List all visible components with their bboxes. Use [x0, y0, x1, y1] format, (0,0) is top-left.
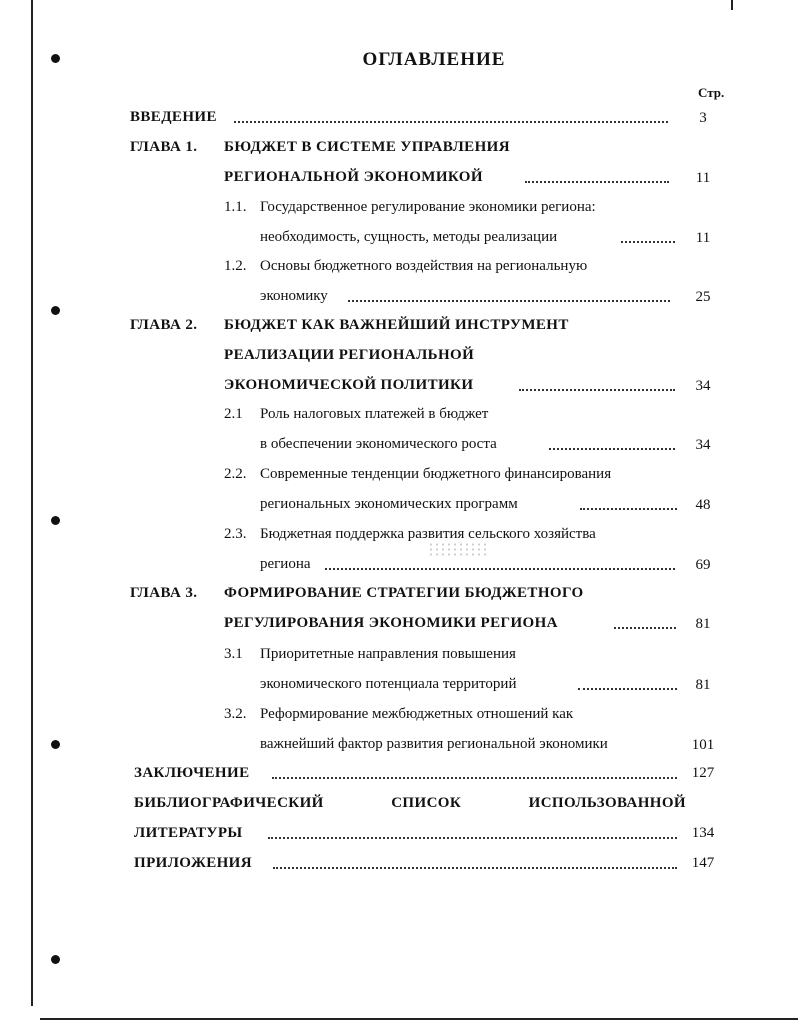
toc-3-2-page: 101	[691, 737, 715, 753]
dot-leader	[621, 238, 675, 243]
dot-leader	[234, 118, 668, 123]
page-title: ОГЛАВЛЕНИЕ	[362, 49, 506, 70]
toc-bibliography-line2: ЛИТЕРАТУРЫ	[134, 825, 243, 841]
toc-ch2-number: ГЛАВА 2.	[130, 317, 198, 333]
dot-leader	[348, 297, 670, 302]
toc-bibliography-page: 134	[691, 825, 715, 841]
toc-conclusion-label: ЗАКЛЮЧЕНИЕ	[134, 765, 250, 781]
toc-intro-page: 3	[699, 110, 707, 126]
toc-conclusion-page: 127	[691, 765, 715, 781]
toc-3-2-number: 3.2.	[224, 706, 247, 722]
punch-hole-mark	[51, 306, 60, 315]
toc-3-1-line2: экономического потенциала территорий	[260, 676, 517, 692]
toc-2-3-line1: Бюджетная поддержка развития сельского хозяйства	[260, 526, 596, 542]
toc-intro-label: ВВЕДЕНИЕ	[130, 109, 217, 125]
toc-ch1-title-line1: БЮДЖЕТ В СИСТЕМЕ УПРАВЛЕНИЯ	[224, 139, 510, 155]
toc-2-3-page: 69	[695, 557, 711, 573]
dot-leader	[273, 864, 677, 869]
dot-leader	[519, 386, 675, 391]
toc-appendix-label: ПРИЛОЖЕНИЯ	[134, 855, 252, 871]
toc-2-2-line1: Современные тенденции бюджетного финансирования	[260, 466, 612, 482]
toc-ch2-title-line3: ЭКОНОМИЧЕСКОЙ ПОЛИТИКИ	[224, 377, 474, 393]
toc-2-1-number: 2.1	[224, 406, 243, 422]
toc-3-1-number: 3.1	[224, 646, 243, 662]
dot-leader	[525, 178, 669, 183]
toc-2-1-page: 34	[695, 437, 711, 453]
toc-1-1-page: 11	[695, 230, 711, 246]
toc-ch3-title-line2: РЕГУЛИРОВАНИЯ ЭКОНОМИКИ РЕГИОНА	[224, 615, 558, 631]
dot-leader	[268, 834, 677, 839]
toc-ch3-page: 81	[695, 616, 711, 632]
toc-appendix-page: 147	[691, 855, 715, 871]
toc-2-2-page: 48	[695, 497, 711, 513]
punch-hole-mark	[51, 955, 60, 964]
toc-1-2-line2: экономику	[260, 288, 328, 304]
dot-leader	[614, 624, 676, 629]
toc-1-1-number: 1.1.	[224, 199, 247, 215]
scan-edge-top	[731, 0, 733, 10]
dot-leader	[325, 565, 675, 570]
toc-2-2-line2: региональных экономических программ	[260, 496, 518, 512]
dot-leader	[549, 445, 675, 450]
toc-1-2-number: 1.2.	[224, 258, 247, 274]
toc-bibliography-line1	[134, 796, 686, 811]
toc-1-2-line1: Основы бюджетного воздействия на региональную	[260, 258, 588, 274]
page-column-header: Стр.	[698, 85, 725, 100]
toc-2-3-number: 2.3.	[224, 526, 247, 542]
scan-smudge	[428, 542, 488, 556]
toc-ch3-title-line1: ФОРМИРОВАНИЕ СТРАТЕГИИ БЮДЖЕТНОГО	[224, 585, 584, 601]
punch-hole-mark	[51, 516, 60, 525]
toc-3-1-page: 81	[695, 677, 711, 693]
dot-leader	[578, 685, 677, 690]
toc-ch2-title-line1: БЮДЖЕТ КАК ВАЖНЕЙШИЙ ИНСТРУМЕНТ	[224, 317, 569, 333]
toc-1-1-line1: Государственное регулирование экономики региона:	[260, 199, 596, 215]
toc-ch1-page: 11	[695, 170, 711, 186]
toc-2-1-line1: Роль налоговых платежей в бюджет	[260, 406, 489, 422]
toc-3-2-line1: Реформирование межбюджетных отношений как	[260, 706, 574, 722]
toc-bibliography-word: ИСПОЛЬЗОВАННОЙ	[528, 795, 686, 811]
dot-leader	[580, 505, 677, 510]
toc-3-1-line1: Приоритетные направления повышения	[260, 646, 516, 662]
toc-bibliography-word: СПИСОК	[391, 795, 462, 811]
scan-edge-bottom	[40, 1018, 798, 1020]
toc-bibliography-word: БИБЛИОГРАФИЧЕСКИЙ	[134, 795, 324, 811]
toc-3-2-line2: важнейший фактор развития региональной экономики	[260, 736, 608, 752]
toc-ch2-page: 34	[695, 378, 711, 394]
toc-2-3-line2: региона	[260, 556, 311, 572]
toc-ch1-number: ГЛАВА 1.	[130, 139, 198, 155]
toc-2-2-number: 2.2.	[224, 466, 247, 482]
scan-edge-left	[31, 0, 33, 1006]
toc-ch2-title-line2: РЕАЛИЗАЦИИ РЕГИОНАЛЬНОЙ	[224, 347, 475, 363]
toc-2-1-line2: в обеспечении экономического роста	[260, 436, 497, 452]
toc-ch1-title-line2: РЕГИОНАЛЬНОЙ ЭКОНОМИКОЙ	[224, 169, 483, 185]
toc-1-2-page: 25	[695, 289, 711, 305]
dot-leader	[272, 774, 677, 779]
toc-ch3-number: ГЛАВА 3.	[130, 585, 198, 601]
toc-1-1-line2: необходимость, сущность, методы реализации	[260, 229, 558, 245]
punch-hole-mark	[51, 740, 60, 749]
